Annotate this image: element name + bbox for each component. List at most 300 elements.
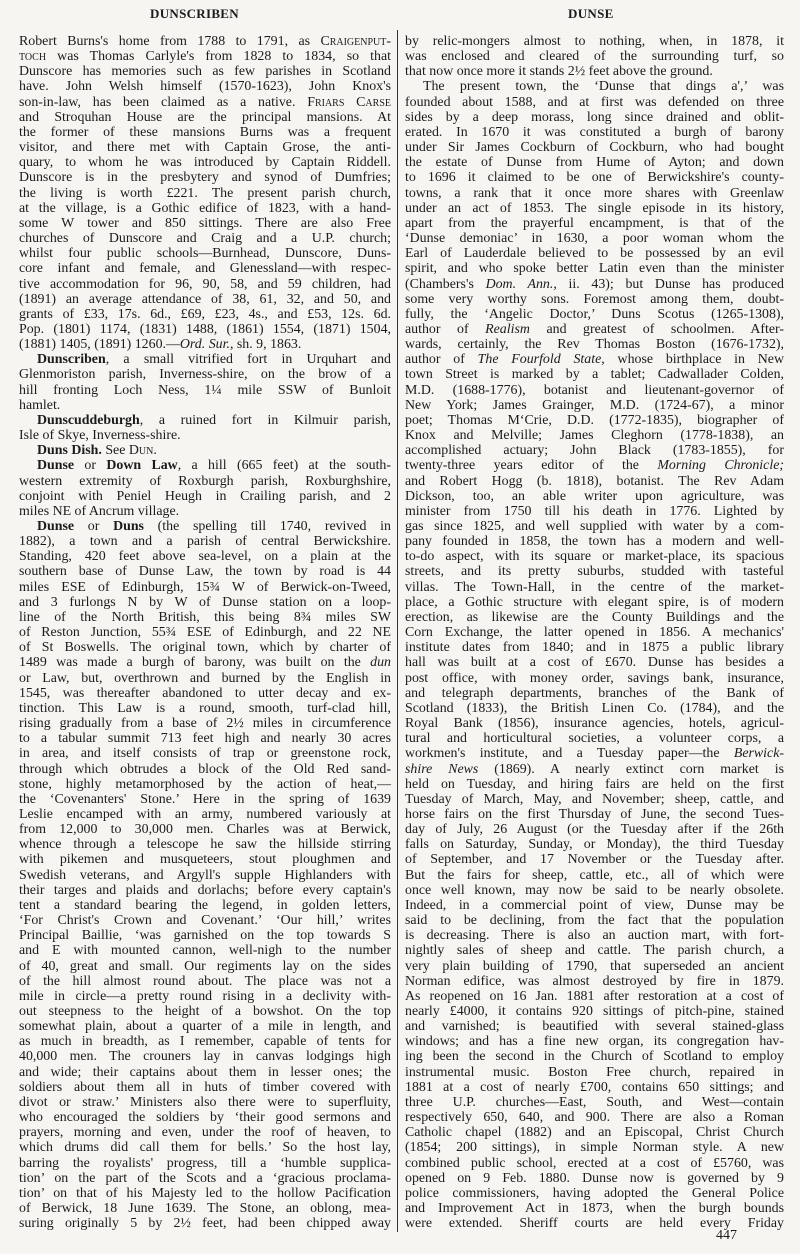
text-run: falls on Saturday, Sunday, or Monday), the third Tuesday [405, 837, 784, 853]
text-line [19, 792, 391, 807]
text-run: son-in-law, has been claimed as a native. [19, 94, 308, 110]
text-line [405, 1201, 784, 1216]
text-run: to 1696 it claimed to be one of Berwickshire's county- [405, 170, 784, 186]
text-run: three U.P. churches—East, South, and West—contain [405, 1094, 784, 1110]
text-run: fully, the ‘Angelic Doctor,’ Duns Scotus (1265-1308), [405, 306, 784, 322]
text-line [405, 519, 784, 534]
text-run: spirit, and who spoke better Latin even than the minister [405, 261, 784, 277]
text-line [405, 1156, 784, 1171]
text-line [405, 792, 784, 807]
text-line [19, 1095, 391, 1110]
text-run: in area, and itself consists of trap or greenstone rock, [19, 746, 391, 762]
text-line [405, 898, 784, 913]
text-line [405, 913, 784, 928]
paragraph [19, 352, 391, 413]
text-line [19, 883, 391, 898]
text-run: Catholic chapel (1882) and an Episcopal, Christ Church [405, 1125, 784, 1141]
text-line [405, 458, 784, 473]
text-line [405, 807, 784, 822]
italic-text: Ord. Sur. [179, 337, 230, 353]
text-line [405, 716, 784, 731]
text-line [19, 322, 391, 337]
text-run: whence through a telescope he saw the hillside stirring [19, 837, 391, 853]
text-run: gas since 1825, and well supplied with water by a com- [405, 519, 784, 534]
text-run: the ‘Covenanters' Stone.’ Here in the spring of 1639 [19, 791, 391, 807]
paragraph [405, 34, 784, 79]
text-line [19, 398, 391, 413]
text-line [405, 140, 784, 155]
text-line [19, 837, 391, 852]
text-line [405, 671, 784, 686]
text-line [405, 79, 784, 94]
small-caps-text: Craigenput- [320, 34, 391, 49]
text-line [19, 549, 391, 564]
text-line [405, 1140, 784, 1155]
paragraph [19, 458, 391, 519]
text-line [405, 1065, 784, 1080]
text-run: Principal Baillie, ‘was garnished on the top towards S [19, 928, 391, 944]
text-line [405, 928, 784, 943]
text-line [19, 913, 391, 928]
text-run: ‘Dunse demoniac’ in 1630, a poor woman whom the [405, 231, 784, 247]
text-run: town Street is marked by a tablet; Cadwallader Colden, [405, 367, 784, 383]
text-line [19, 671, 391, 686]
text-run: post office, with money order, savings bank, insurance, [405, 670, 784, 686]
text-run: stone, highly metamorphosed by the action of heat,— [19, 776, 391, 792]
text-line [405, 883, 784, 898]
text-run: at the village, is a Gothic edifice of 1823, with a hand- [19, 200, 391, 216]
text-line [19, 474, 391, 489]
entry-headword: Duns [113, 519, 144, 534]
text-line [405, 277, 784, 292]
left-column [19, 34, 391, 1231]
text-run: , a ruined fort in Kilmuir parish, [139, 412, 391, 428]
text-run: by relic-mongers almost to nothing, when, in 1878, it [405, 34, 784, 49]
text-line [19, 352, 391, 367]
text-line [405, 580, 784, 595]
text-line [405, 170, 784, 185]
text-line [405, 777, 784, 792]
running-header-right: DUNSE [568, 6, 614, 21]
text-line [405, 352, 784, 367]
text-line [19, 928, 391, 943]
text-run: 1545, was thereafter abandoned to utter decay and ex- [19, 685, 391, 701]
text-line [19, 383, 391, 398]
text-run: Dunscore is in the presbytery and synod of Dumfries; [19, 170, 391, 186]
text-line [405, 731, 784, 746]
right-column [405, 34, 784, 1231]
text-line [405, 216, 784, 231]
text-line [405, 868, 784, 883]
text-run: poet; Thomas M‘Crie, D.D. (1772-1835), biographer of [405, 412, 784, 428]
text-line [19, 959, 391, 974]
text-line [19, 1019, 391, 1034]
text-run: author of [405, 352, 478, 368]
text-run: and telegraph departments, branches of the Bank of [405, 685, 784, 701]
text-run: which drums did call them for bells.’ So the host lay, [19, 1140, 391, 1156]
text-run: hamlet. [19, 397, 61, 413]
text-line [19, 716, 391, 731]
text-run: As reopened on 16 Jan. 1881 after restoration at a cost of [405, 988, 784, 1004]
text-run: and 3 furlongs N by W of Dunse station on a loop- [19, 594, 391, 610]
text-run: Leslie encamped with an army, numbered variously at [19, 806, 391, 822]
text-run: southern base of Dunse Law, the town by road is 44 [19, 564, 391, 580]
text-run: 40,000 men. The crouners lay in canvas lodgings high [19, 1049, 391, 1065]
italic-text: Realism [485, 321, 530, 337]
text-run: tinction. This Law is a round, smooth, turf-clad hill, [19, 700, 391, 716]
text-line [405, 1186, 784, 1201]
text-run: Earl of Lauderdale believed to be possessed by an evil [405, 246, 784, 262]
text-line [19, 943, 391, 958]
text-run: See [101, 443, 129, 459]
text-run: erection, as likewise are the County Buildings and the [405, 609, 784, 625]
italic-text: Morning Chronicle; [657, 458, 784, 474]
text-run: of Berwick, 18 June 1639. The Stone, an oblong, mea- [19, 1201, 391, 1217]
text-line [19, 852, 391, 867]
text-run: towns, a rank that it once more shares with Greenlaw [405, 185, 784, 201]
text-line [405, 822, 784, 837]
text-line [405, 762, 784, 777]
text-line [19, 822, 391, 837]
text-line [19, 231, 391, 246]
text-run: The present town, the ‘Dunse that dings a',’ was [423, 79, 784, 95]
text-line [19, 170, 391, 185]
text-run: nightly sales of sheep and cattle. The parish church, a [405, 943, 784, 959]
text-run: tion’ on that of his Majesty led to the hollow Pacification [19, 1185, 391, 1201]
text-run: of the hill almost round about. The place was not a [19, 973, 391, 989]
text-run: hill fronting Loch Ness, 1¼ mile SSW of Bunloit [19, 382, 391, 398]
text-line [19, 580, 391, 595]
text-run: churches of Dunscore and Craig and a U.P. church; [19, 231, 391, 247]
text-line [19, 595, 391, 610]
text-run: as much in breadth, as I remember, capable of tents for [19, 1034, 391, 1050]
text-line [405, 413, 784, 428]
text-line [405, 383, 784, 398]
text-run: tive accommodation for 96, 90, 58, and 59 children, had [19, 276, 391, 292]
text-line [405, 1110, 784, 1125]
text-line [19, 640, 391, 655]
text-line [19, 216, 391, 231]
text-line [19, 974, 391, 989]
text-run: ing been the second in the Church of Scotland to employ [405, 1049, 784, 1065]
text-run: Knox and Melville; James Cleghorn (1778-1838), an [405, 428, 784, 444]
text-run: tural and horticultural societies, a volunteer corps, a [405, 731, 784, 747]
text-line [405, 959, 784, 974]
text-run: grants of £33, 17s. 6d., £69, £23, 4s., and £53, 12s. 6d. [19, 306, 391, 322]
text-line [405, 610, 784, 625]
text-line [405, 1019, 784, 1034]
text-run: Dunscore has memories such as few parishes in Scotland [19, 64, 391, 80]
text-run: place, a Gothic structure with elegant spire, is of modern [405, 594, 784, 610]
text-line [19, 1080, 391, 1095]
text-run: (1869). A nearly extinct corn market is [478, 761, 784, 777]
text-run: the estate of Dunse from Hume of Ayton; and down [405, 155, 784, 171]
italic-text: Dom. Ann. [485, 276, 554, 292]
text-line [19, 140, 391, 155]
text-run: and greatest of schoolmen. After- [529, 321, 784, 337]
entry-headword: Dunse [37, 519, 75, 534]
text-line [19, 989, 391, 1004]
text-line [19, 489, 391, 504]
text-line [19, 443, 391, 458]
text-line [405, 474, 784, 489]
text-line [19, 1140, 391, 1155]
text-line [405, 398, 784, 413]
text-run: M.D. (1688-1776), botanist and lieutenant-governor of [405, 382, 784, 398]
text-line [405, 231, 784, 246]
italic-text: shire News [405, 761, 479, 777]
text-run: and varnished; is beautified with several stained-glass [405, 1019, 784, 1035]
text-line [405, 64, 784, 79]
paragraph [19, 34, 391, 352]
text-line [19, 655, 391, 670]
text-run: have. John Welsh himself (1570-1623), John Knox's [19, 79, 391, 95]
text-run: Norman edifice, was almost destroyed by fire in 1879. [405, 973, 784, 989]
text-line [19, 777, 391, 792]
text-run: miles NE of Ancrum village. [19, 503, 180, 519]
text-line [405, 1049, 784, 1064]
text-run: founded about 1588, and at first was defended on three [405, 94, 784, 110]
text-run: and Stroquhan House are the principal mansions. At [19, 109, 391, 125]
text-run: and Robert Hogg (b. 1818), botanist. The Rev Adam [405, 473, 784, 489]
text-line [19, 1156, 391, 1171]
text-run: barring the royalists' progress, till a ‘humble supplica- [19, 1155, 391, 1171]
small-caps-text: Friars Carse [307, 94, 391, 110]
text-run: divot or straw.’ Ministers also there were to superfluity, [19, 1094, 391, 1110]
text-line [405, 201, 784, 216]
text-line [405, 1125, 784, 1140]
text-run: villas. The Town-Hall, in the centre of the market- [405, 579, 784, 595]
text-run: under an act of 1853. The single episode in its history, [405, 200, 784, 216]
text-run: mile in circle—a pretty round rising in a declivity with- [19, 988, 391, 1004]
text-run: under Sir James Cockburn of Cockburn, who had bought [405, 140, 784, 156]
text-run: is decreasing. There is also an auction mart, with fort- [405, 928, 784, 944]
text-run: miles ESE of Edinburgh, 15¾ W of Berwick-on-Tweed, [19, 579, 391, 595]
text-line [405, 564, 784, 579]
text-line [19, 277, 391, 292]
text-line [19, 1186, 391, 1201]
text-run: day of July, 26 August (or the Tuesday after if the 26th [405, 822, 784, 838]
text-line [19, 261, 391, 276]
text-run: institute dates from 1840; and in 1875 a public library [405, 640, 784, 656]
text-run: and Improvement Act in 1873, when the burgh bounds [405, 1201, 784, 1217]
text-run: suring originally 5 by 2½ feet, had been chipped away [19, 1216, 391, 1232]
text-line [19, 1125, 391, 1140]
text-run: Scotland (1833), the British Linen Co. (1784), and the [405, 700, 784, 716]
text-run: (1881) 1405, (1891) 1260.— [19, 337, 180, 353]
text-line [405, 489, 784, 504]
text-line [405, 186, 784, 201]
text-line [19, 337, 391, 352]
text-line [405, 246, 784, 261]
text-line [19, 201, 391, 216]
text-line [405, 1004, 784, 1019]
text-run: , a small vitrified fort in Urquhart and [105, 352, 391, 368]
text-line [405, 34, 784, 49]
text-line [405, 155, 784, 170]
text-line [19, 49, 391, 64]
text-run: police commissioners, having adopted the General Police [405, 1185, 784, 1201]
text-line [19, 64, 391, 79]
text-line [405, 110, 784, 125]
text-run: Isle of Skye, Inverness-shire. [19, 428, 181, 444]
italic-text: dun [370, 655, 391, 671]
text-line [405, 534, 784, 549]
text-run: the living is worth £221. The present parish church, [19, 185, 391, 201]
text-line [19, 458, 391, 473]
text-run: sides by a deep morass, long since drained and oblit- [405, 109, 784, 125]
text-line [19, 534, 391, 549]
text-run: prayers, morning and even, under the roof of heaven, to [19, 1125, 391, 1141]
text-line [19, 95, 391, 110]
text-run: soldiers about them all in huts of timber covered with [19, 1079, 391, 1095]
text-run: or Law, but, overthrown and burned by the English in [19, 670, 391, 686]
text-line [19, 746, 391, 761]
text-run: who encouraged the soldiers by ‘their good sermons and [19, 1110, 391, 1126]
text-run: of Reston Junction, 55¾ ESE of Edinburgh, and 22 NE [19, 625, 391, 641]
paragraph [19, 413, 391, 443]
text-run: 1881 at a cost of nearly £700, contains 650 sittings; and [405, 1079, 784, 1095]
small-caps-text: toch [19, 49, 47, 65]
text-run: Tuesday of March, May, and November; sheep, cattle, and [405, 791, 784, 807]
text-run: New York; James Grainger, M.D. (1724-67), a minor [405, 397, 784, 413]
text-line [405, 49, 784, 64]
text-run: Indeed, in a commercial point of view, Dunse may be [405, 897, 784, 913]
text-run: 1489 was made a burgh of barony, was built on the [19, 655, 371, 671]
text-line [405, 625, 784, 640]
entry-headword: Duns Dish. [37, 443, 102, 459]
text-run: of September, and 17 November or the Tuesday after. [405, 852, 784, 868]
text-run: through which obtrudes a block of the Old Red sand- [19, 761, 391, 777]
text-line [19, 1004, 391, 1019]
text-run: wards, certainly, the Rev Thomas Boston (1676-1732), [405, 337, 784, 353]
text-run: streets, and its pretty suburbs, studded with tasteful [405, 564, 784, 580]
text-run: of St Boswells. The original town, which by charter of [19, 640, 391, 656]
text-line [405, 852, 784, 867]
paragraph [19, 519, 391, 1231]
text-run: or [74, 458, 107, 474]
text-run: Dickson, too, an able writer upon agriculture, was [405, 488, 784, 504]
text-line [19, 428, 391, 443]
text-run: very plain building of 1790, that superseded an ancient [405, 958, 784, 974]
text-line [405, 1080, 784, 1095]
text-run: that now once more it stands 2½ feet above the ground. [405, 64, 713, 80]
text-line [19, 110, 391, 125]
text-line [19, 125, 391, 140]
text-line [19, 1216, 391, 1231]
text-run: , ii. 43); but Dunse has produced [553, 276, 784, 292]
text-run: ‘For Christ's Crown and Covenant.’ ‘Our hill,’ writes [19, 913, 391, 929]
text-line [405, 837, 784, 852]
text-line [19, 686, 391, 701]
text-run: Pop. (1801) 1174, (1831) 1488, (1861) 1554, (1871) 1504, [19, 321, 391, 337]
text-line [19, 367, 391, 382]
text-run: windows; and has a fine new organ, its congregation hav- [405, 1034, 784, 1050]
text-run: pany founded in 1858, the town has a modern and well- [405, 534, 784, 550]
text-line [19, 519, 391, 534]
text-line [405, 337, 784, 352]
text-line [405, 261, 784, 276]
text-line [19, 1201, 391, 1216]
text-run: and wide; their captains about them in lesser ones; the [19, 1064, 391, 1080]
entry-headword: Down Law [106, 458, 178, 474]
text-line [19, 898, 391, 913]
text-run: some very worthy sons. Foremost among them, doubt- [405, 291, 784, 307]
text-run: held on Tuesday, and hiring fairs are held on the first [405, 776, 784, 792]
text-run: Standing, 420 feet above sea-level, on a plain at the [19, 549, 391, 565]
text-line [405, 1034, 784, 1049]
text-run: instrumental music. Boston Free church, repaired in [405, 1064, 784, 1080]
text-run: (1891) an average attendance of 38, 61, 32, and 50, and [19, 291, 391, 307]
text-run: author of [405, 321, 486, 337]
text-run: western extremity of Roxburgh parish, Roxburghshire, [19, 473, 391, 489]
text-line [19, 625, 391, 640]
text-run: apart from the prayerful encampment, is that of the [405, 215, 784, 231]
text-run: core infant and female, and Glenessland—with respec- [19, 261, 391, 277]
text-line [19, 504, 391, 519]
text-run: (1854; 200 sittings), in simple Norman style. A new [405, 1140, 784, 1156]
text-run: some W tower and 850 sittings. There are also Free [19, 215, 391, 231]
text-line [19, 413, 391, 428]
page-number: 447 [716, 1228, 737, 1243]
text-line [19, 610, 391, 625]
text-line [405, 549, 784, 564]
text-run: Robert Burns's home from 1788 to 1791, as [19, 34, 321, 49]
text-run: said to be declining, from the fact that the population [405, 913, 784, 929]
text-run: tion’ on the part of the Scots and a ‘gracious proclama- [19, 1170, 391, 1186]
text-run: Corn Exchange, the latter opened in 1856. A mechanics' [405, 625, 784, 641]
text-run: accomplished actuary; John Black (1783-1855), for [405, 443, 784, 459]
text-line [19, 1110, 391, 1125]
text-line [405, 989, 784, 1004]
text-run: combined public school, erected at a cost of £5760, was [405, 1155, 784, 1171]
text-run: Royal Bank (1856), insurance agencies, hotels, agricul- [405, 716, 784, 732]
entry-headword: Dunscriben [37, 352, 106, 368]
italic-text: The Fourfold State [477, 352, 602, 368]
text-run: Glenmoriston parish, Inverness-shire, on the brow of a [19, 367, 391, 383]
text-line [405, 701, 784, 716]
text-line [19, 292, 391, 307]
text-line [405, 595, 784, 610]
text-run: But the fairs for sheep, cattle, etc., all of which were [405, 867, 784, 883]
text-run: , whose birthplace in New [601, 352, 784, 368]
text-line [405, 292, 784, 307]
text-run: 1882), a town and a parish of central Berwickshire. [19, 534, 391, 550]
text-line [405, 943, 784, 958]
entry-headword: Dunscuddeburgh [37, 412, 140, 428]
text-line [405, 655, 784, 670]
text-run: hall was built at a cost of £670. Dunse has besides a [405, 655, 784, 671]
text-line [405, 1095, 784, 1110]
text-line [19, 807, 391, 822]
text-run: tent a standard bearing the legend, in golden letters, [19, 897, 391, 913]
text-line [19, 34, 391, 49]
text-run: whilst four public schools—Burnhead, Dunscore, Duns- [19, 246, 391, 262]
text-run: or [74, 519, 114, 534]
paragraph [405, 79, 784, 1231]
text-line [19, 246, 391, 261]
text-run: erated. In 1670 it was constituted a burgh of barony [405, 124, 784, 140]
text-run: workmen's institute, and a Tuesday paper—the [405, 746, 734, 762]
text-run: conjoint with Peniel Heugh in Crailing parish, and 2 [19, 488, 391, 504]
text-line [405, 746, 784, 761]
text-run: line of the North British, this being 8¾ miles SW [19, 609, 391, 625]
text-line [19, 762, 391, 777]
text-line [19, 1049, 391, 1064]
text-line [19, 307, 391, 322]
text-line [405, 1171, 784, 1186]
running-header-left: DUNSCRIBEN [150, 6, 239, 21]
